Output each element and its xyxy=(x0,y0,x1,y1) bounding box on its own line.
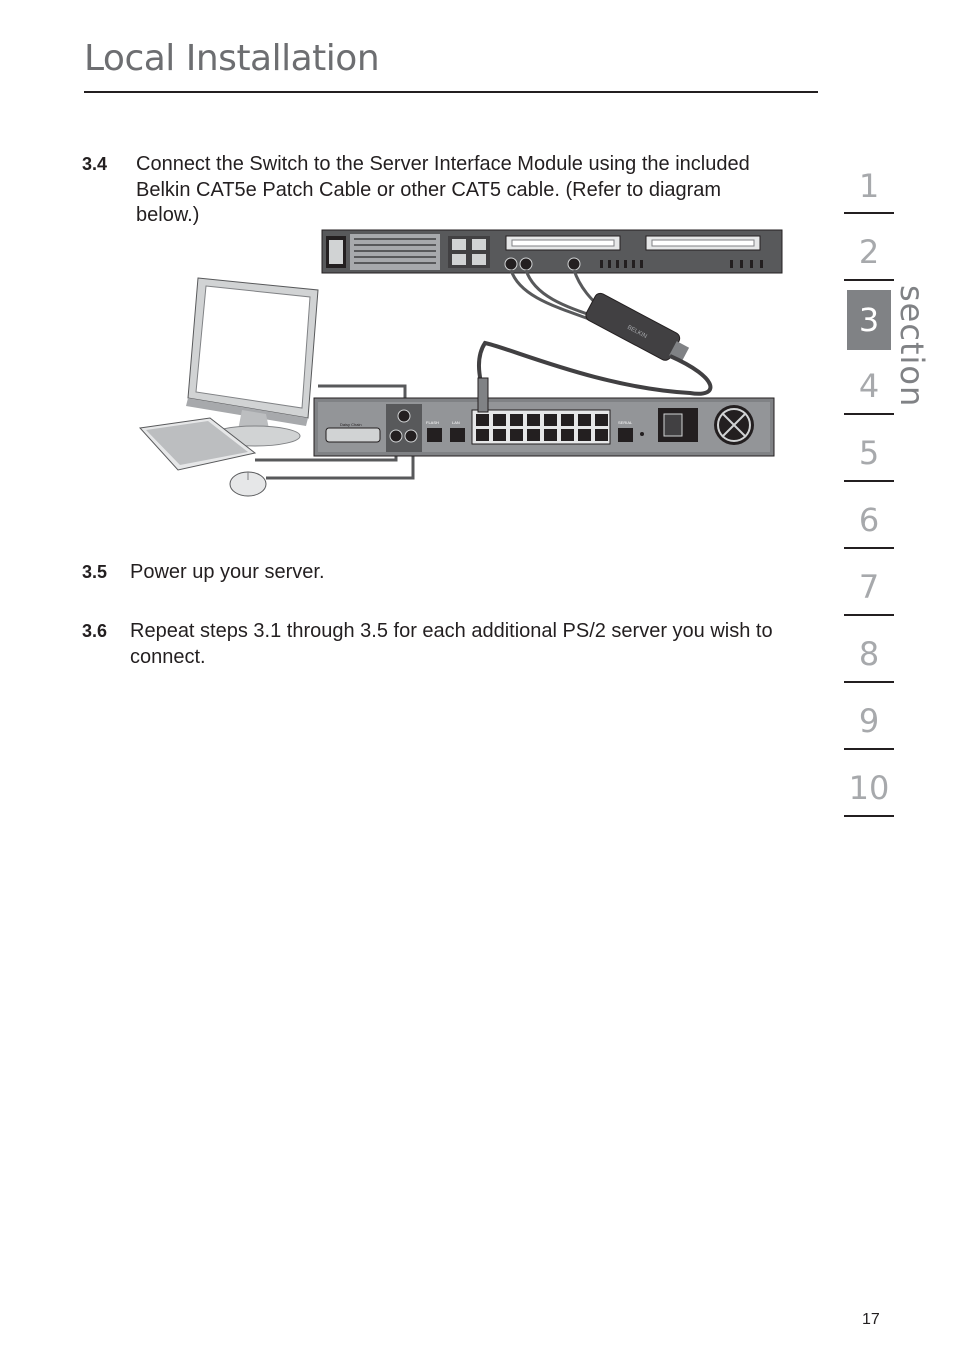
flash-label: FLASH xyxy=(426,420,439,425)
section-4: 4 xyxy=(858,367,880,405)
page-number: 17 xyxy=(862,1311,880,1328)
daisy-chain-label: Daisy Chain xyxy=(340,422,362,427)
section-divider xyxy=(844,279,894,281)
section-7: 7 xyxy=(858,568,880,606)
section-1: 1 xyxy=(858,167,880,205)
section-3-active: 3 xyxy=(847,290,891,350)
server-interface-module xyxy=(584,291,693,368)
lan-label: LAN xyxy=(452,420,460,425)
step-text: Repeat steps 3.1 through 3.5 for each additional PS/2 server you wish to connect. xyxy=(130,620,773,668)
section-label: section xyxy=(893,285,931,408)
section-divider xyxy=(844,413,894,415)
section-divider xyxy=(844,614,894,616)
step-text: Connect the Switch to the Server Interface Module using the included Belkin CAT5e Patch Cable or other CAT5 cable. (Refer to diagram below.) xyxy=(136,153,750,226)
keyboard xyxy=(140,418,255,470)
mouse xyxy=(230,472,266,496)
section-2: 2 xyxy=(858,233,880,271)
section-divider xyxy=(844,547,894,549)
step-number: 3.4 xyxy=(82,154,108,174)
section-10: 10 xyxy=(848,769,890,807)
step-text: Power up your server. xyxy=(130,561,325,583)
step-number: 3.5 xyxy=(82,562,108,582)
section-divider xyxy=(844,815,894,817)
section-8: 8 xyxy=(858,635,880,673)
section-divider xyxy=(844,681,894,683)
step-number: 3.6 xyxy=(82,621,108,641)
section-divider xyxy=(844,212,894,214)
section-divider xyxy=(844,480,894,482)
connection-diagram xyxy=(130,228,790,508)
kvm-switch xyxy=(314,398,774,456)
section-5: 5 xyxy=(858,434,880,472)
serial-label: SERIAL xyxy=(618,420,633,425)
section-6: 6 xyxy=(858,501,880,539)
brand-label: BELKIN xyxy=(626,324,648,341)
section-divider xyxy=(844,748,894,750)
page-title: Local Installation xyxy=(84,38,380,79)
section-9: 9 xyxy=(858,702,880,740)
title-divider xyxy=(84,91,818,93)
server-unit xyxy=(322,230,782,273)
